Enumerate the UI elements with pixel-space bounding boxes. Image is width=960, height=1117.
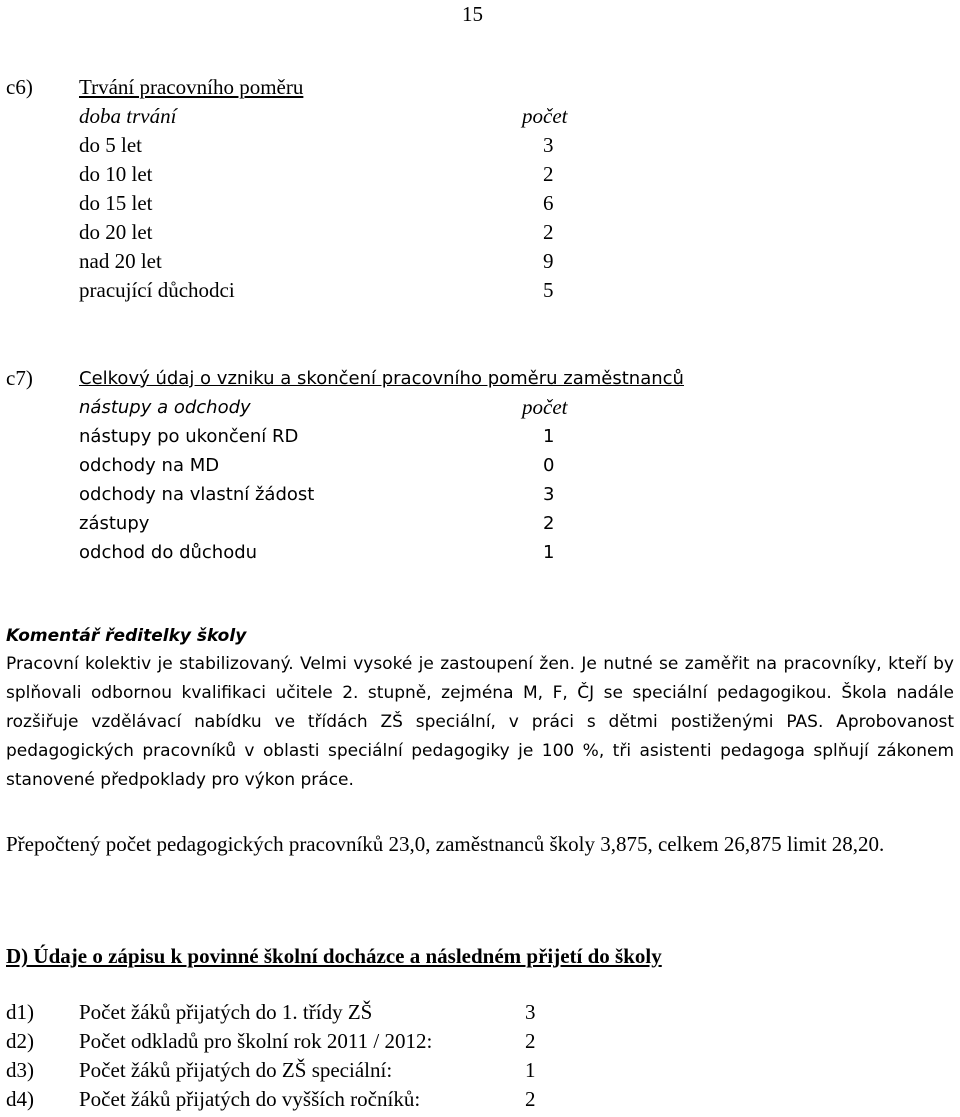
list-item-marker: d4) bbox=[6, 1087, 34, 1111]
table-header-value: počet bbox=[522, 395, 568, 419]
comment-heading: Komentář ředitelky školy bbox=[6, 626, 247, 646]
table-row-label: nad 20 let bbox=[79, 249, 162, 273]
table-row-value: 2 bbox=[543, 513, 555, 534]
table-row-value: 5 bbox=[543, 278, 554, 302]
table-row-value: 3 bbox=[543, 133, 554, 157]
section-heading: D) Údaje o zápisu k povinné školní docházce a následném přijetí do školy bbox=[6, 944, 662, 968]
table-row-value: 2 bbox=[543, 162, 554, 186]
list-item-value: 2 bbox=[525, 1087, 536, 1111]
table-row-label: do 10 let bbox=[79, 162, 153, 186]
table-row-value: 0 bbox=[543, 455, 555, 476]
table-row-value: 3 bbox=[543, 484, 555, 505]
comment-paragraph: Pracovní kolektiv je stabilizovaný. Velmi vysoké je zastoupení žen. Je nutné se zaměřit na pracovníky, kteří by splňovali odbornou kvalifikaci učitele 2. stupně, zejména M, F, ČJ se speciální pedagogikou. Škola nadále rozšiřuje vzdělávací nabídku ve třídách ZŠ speciální, v práci s dětmi postiženými PAS. Aprobovanost pedagogických pracovníků v oblasti speciální pedagogiky je 100 %, tři asistenti pedagoga splňují zákonem stanovené předpoklady pro výkon práce. bbox=[6, 654, 954, 790]
table-row-value: 2 bbox=[543, 220, 554, 244]
table-row-label: zástupy bbox=[79, 513, 150, 534]
table-row-label: odchod do důchodu bbox=[79, 542, 258, 563]
table-row-label: do 20 let bbox=[79, 220, 153, 244]
list-item-label: Počet žáků přijatých do vyšších ročníků: bbox=[79, 1087, 421, 1111]
section-marker: c6) bbox=[6, 75, 33, 99]
table-header-label: nástupy a odchody bbox=[79, 397, 251, 418]
table-header-value: počet bbox=[522, 104, 568, 128]
list-item-marker: d3) bbox=[6, 1058, 34, 1082]
section-marker: c7) bbox=[6, 366, 33, 390]
page-number: 15 bbox=[462, 2, 483, 26]
table-row-label: do 15 let bbox=[79, 191, 153, 215]
list-item-label: Počet odkladů pro školní rok 2011 / 2012: bbox=[79, 1029, 433, 1053]
comment-summary: Přepočtený počet pedagogických pracovníků 23,0, zaměstnanců školy 3,875, celkem 26,875 limit 28,20. bbox=[6, 832, 885, 856]
list-item-value: 1 bbox=[525, 1058, 536, 1082]
table-row-label: odchody na vlastní žádost bbox=[79, 484, 315, 505]
table-row-value: 9 bbox=[543, 249, 554, 273]
list-item-marker: d1) bbox=[6, 1000, 34, 1024]
table-row-label: do 5 let bbox=[79, 133, 142, 157]
table-header-label: doba trvání bbox=[79, 104, 177, 128]
list-item-label: Počet žáků přijatých do ZŠ speciální: bbox=[79, 1058, 393, 1082]
section-title: Trvání pracovního poměru bbox=[79, 75, 304, 99]
table-row-label: odchody na MD bbox=[79, 455, 220, 476]
list-item-label: Počet žáků přijatých do 1. třídy ZŠ bbox=[79, 1000, 373, 1024]
section-title: Celkový údaj o vzniku a skončení pracovního poměru zaměstnanců bbox=[79, 368, 684, 389]
list-item-value: 2 bbox=[525, 1029, 536, 1053]
table-row-value: 1 bbox=[543, 542, 555, 563]
table-row-value: 1 bbox=[543, 426, 555, 447]
list-item-value: 3 bbox=[525, 1000, 536, 1024]
table-row-value: 6 bbox=[543, 191, 554, 215]
list-item-marker: d2) bbox=[6, 1029, 34, 1053]
table-row-label: pracující důchodci bbox=[79, 278, 235, 302]
table-row-label: nástupy po ukončení RD bbox=[79, 426, 299, 447]
